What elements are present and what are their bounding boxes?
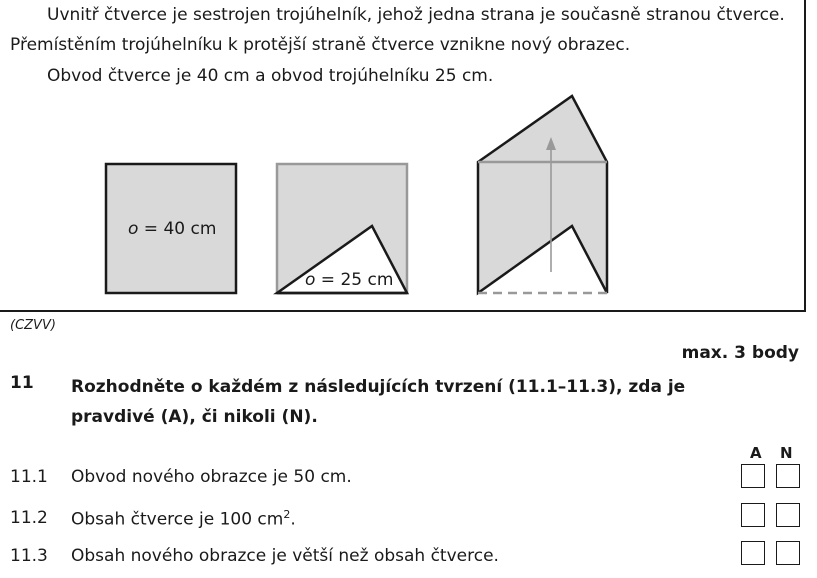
answer-a-checkbox[interactable]	[741, 464, 765, 488]
source-label: (CZVV)	[10, 318, 56, 333]
answer-a-checkbox[interactable]	[741, 541, 765, 565]
item-number: 11.2	[10, 508, 48, 528]
column-header-n: N	[780, 444, 793, 462]
intro-line-2: Přemístěním trojúhelníku k protější straně čtverce vznikne nový obrazec.	[10, 35, 631, 55]
item-text: Obsah čtverce je 100 $cm^2$.	[71, 508, 296, 530]
figure-square	[106, 164, 236, 293]
figure-new-shape	[478, 96, 607, 293]
intro-line-1: Uvnitř čtverce je sestrojen trojúhelník, jehož jedna strana je současně stranou čtverce.	[47, 5, 785, 25]
answer-n-checkbox[interactable]	[776, 464, 800, 488]
answer-a-checkbox[interactable]	[741, 503, 765, 527]
column-header-a: A	[750, 444, 762, 462]
new-shape	[478, 96, 607, 293]
square-perimeter-label: o = 40 cm	[128, 219, 217, 239]
max-points: max. 3 body	[681, 343, 799, 363]
figure-square-with-triangle	[277, 164, 407, 293]
intro-line-3: Obvod čtverce je 40 cm a obvod trojúhelníku 25 cm.	[47, 66, 494, 86]
triangle-perimeter-label: o = 25 cm	[305, 270, 394, 290]
item-number: 11.3	[10, 546, 48, 566]
question-text: Rozhodněte o každém z následujících tvrzení (11.1–11.3), zda je pravdivé (A), či nikoli (N).	[71, 377, 686, 427]
question-number: 11	[10, 373, 34, 393]
item-text: Obsah nového obrazce je větší než obsah čtverce.	[71, 546, 499, 566]
item-text: Obvod nového obrazce je 50 cm.	[71, 467, 352, 487]
answer-n-checkbox[interactable]	[776, 541, 800, 565]
answer-n-checkbox[interactable]	[776, 503, 800, 527]
item-number: 11.1	[10, 467, 48, 487]
